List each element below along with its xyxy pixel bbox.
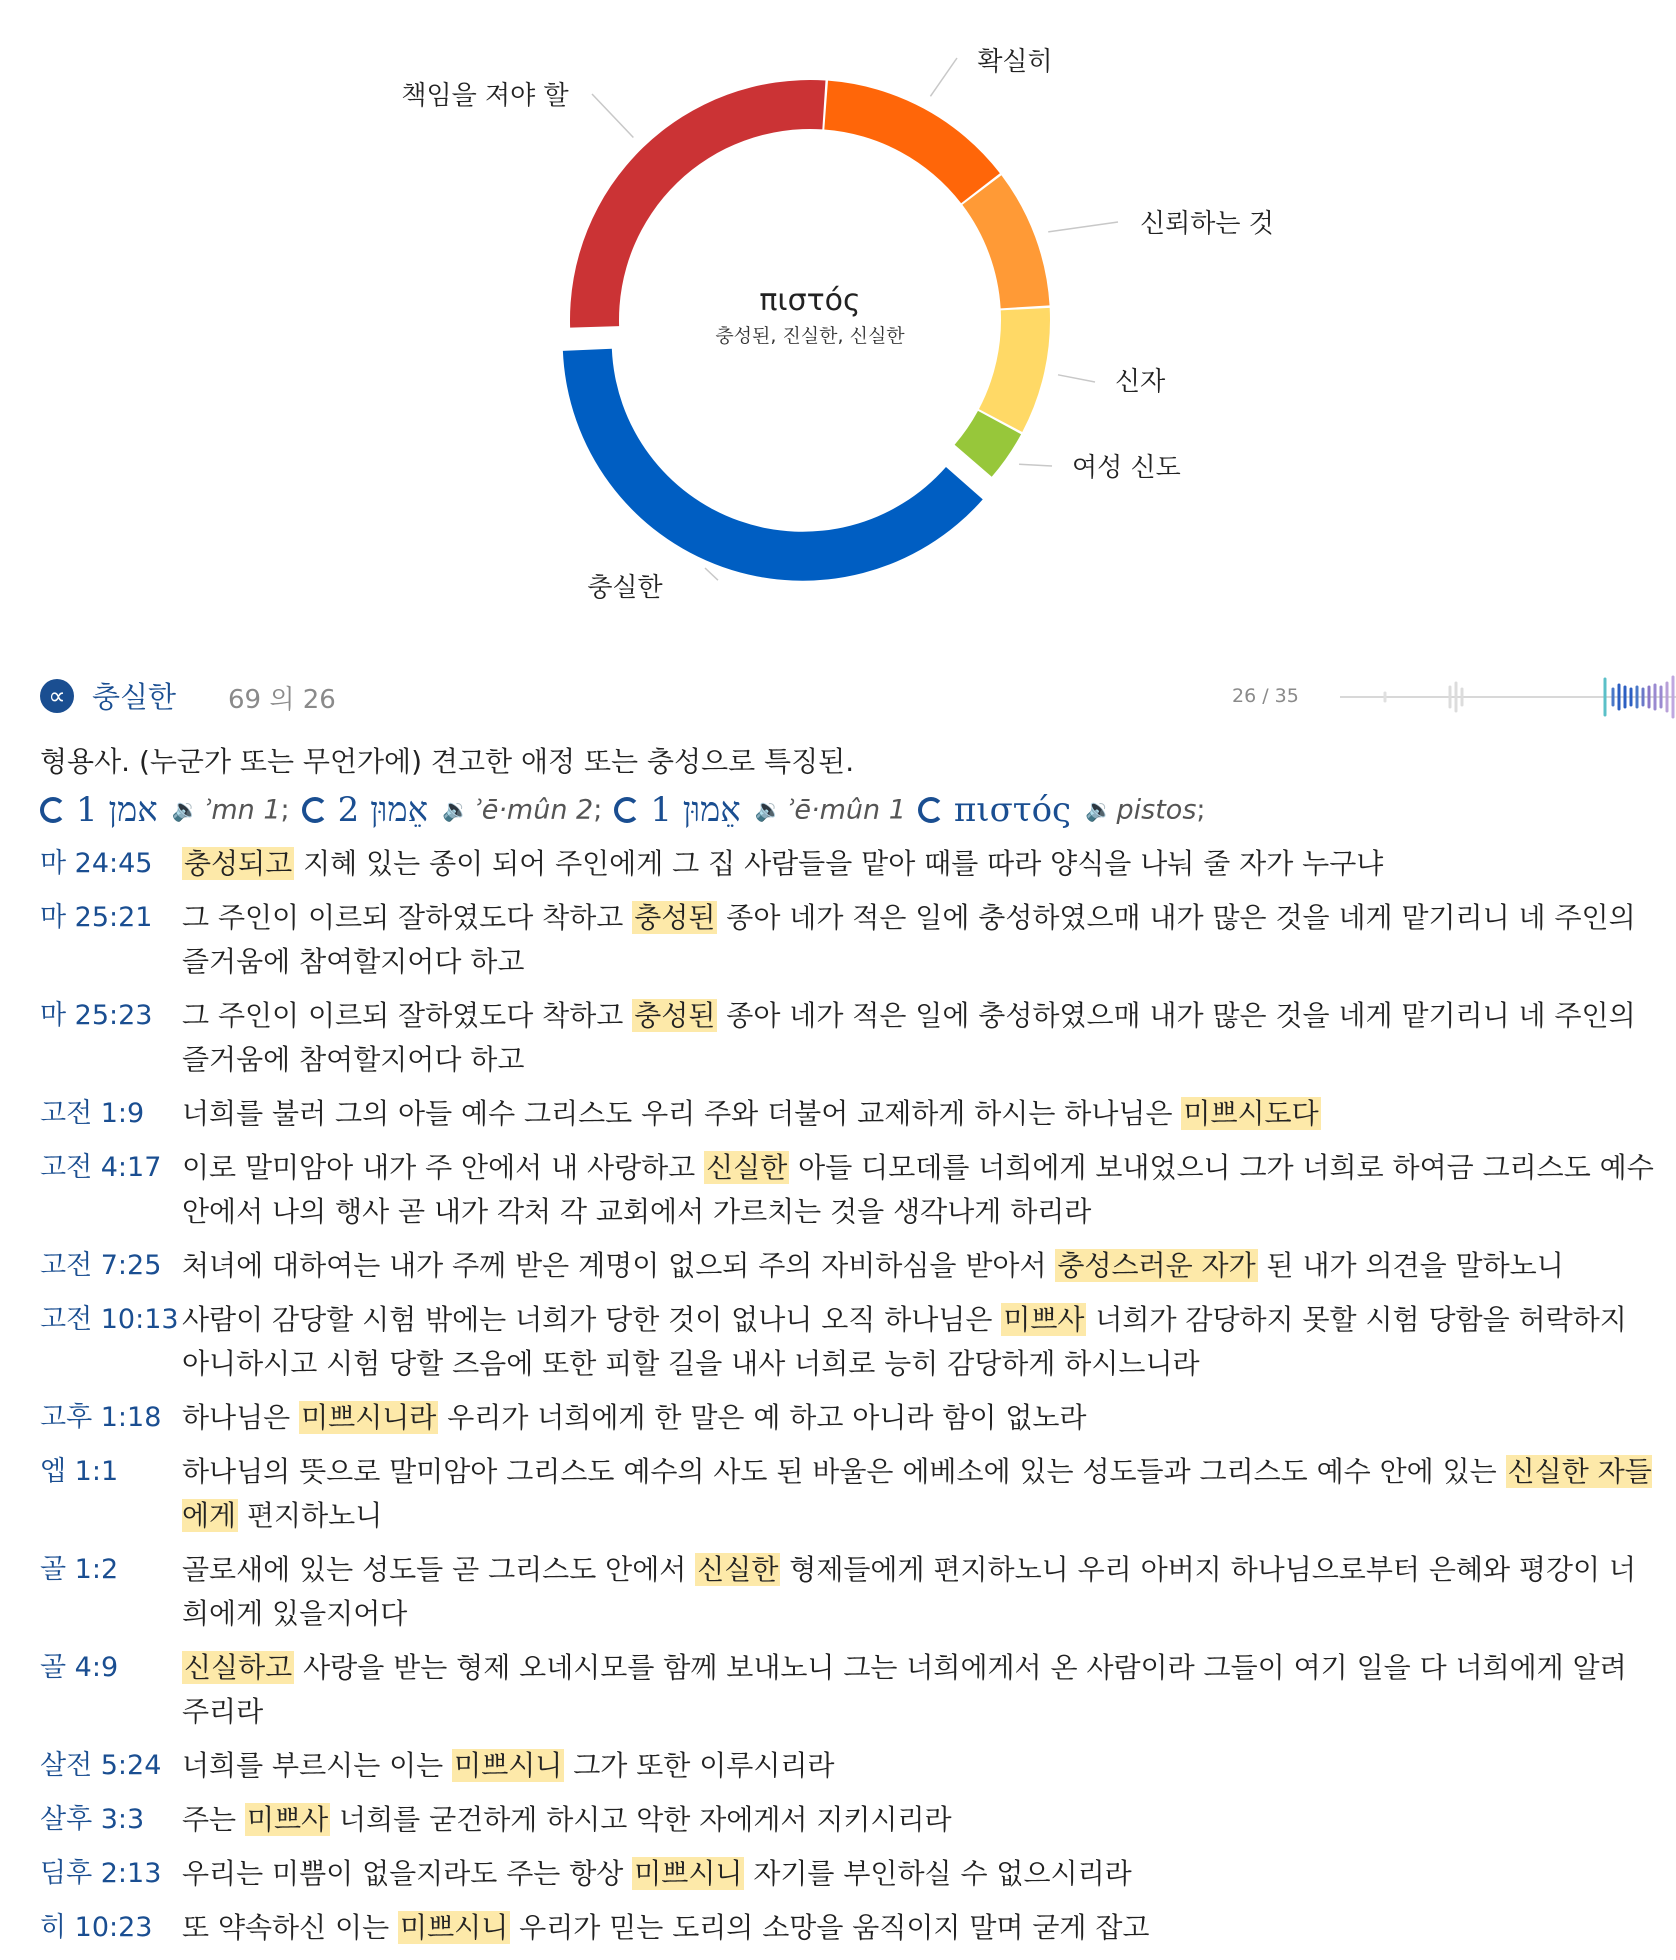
verse-reference-link[interactable]: 골 1:2 (40, 1554, 119, 1585)
verse-reference-link[interactable]: 엡 1:1 (40, 1456, 119, 1487)
verse-text-after: 종아 네가 적은 일에 충성하였으매 내가 많은 것을 네게 맡기리니 네 주인의 즐거움에 참여할지어다 하고 (182, 999, 1636, 1076)
slice-label-4[interactable]: 충실한 (587, 573, 663, 603)
lemma-refresh-icon[interactable] (40, 797, 66, 823)
verse-text-before: 처녀에 대하여는 내가 주께 받은 계명이 없으되 주의 자비하심을 받아서 (182, 1249, 1056, 1282)
lemma-transliteration: ʾē·mûn 2 (473, 794, 594, 826)
lemma-refresh-icon[interactable] (614, 797, 640, 823)
verse-row (40, 1744, 1660, 1788)
verse-highlight: 미쁘시도다 (1183, 1097, 1319, 1130)
lemma-transliteration: pistos (1116, 794, 1197, 826)
verse-text (182, 1852, 1660, 1896)
verse-row (40, 1906, 1660, 1950)
lemma-refresh-icon[interactable] (302, 797, 328, 823)
verse-row (40, 1852, 1660, 1896)
lemma-word-link[interactable]: אֵמוּן 2 (337, 790, 429, 830)
speaker-icon[interactable]: 🔉 (171, 797, 200, 823)
verse-text-after: 우리가 너희에게 한 말은 예 하고 아니라 함이 없노라 (438, 1401, 1087, 1434)
sense-icon: ∝ (40, 679, 74, 713)
verse-text-after: 자기를 부인하실 수 없으시리라 (744, 1857, 1132, 1890)
lemma-separator: ; (593, 794, 603, 826)
verse-text-before: 너희를 부르시는 이는 (182, 1749, 453, 1782)
verse-row (40, 1146, 1660, 1234)
verse-text (182, 1646, 1660, 1734)
verse-row (40, 1244, 1660, 1288)
donut-slice-1[interactable] (962, 175, 1049, 308)
sense-pager-text: 26 / 35 (1232, 685, 1299, 707)
verse-text-after: 우리가 믿는 도리의 소망을 움직이지 말며 굳게 잡고 (510, 1911, 1150, 1944)
verse-text-before: 우리는 미쁨이 없을지라도 주는 항상 (182, 1857, 633, 1890)
leader-line-5 (592, 94, 633, 137)
donut-slice-0[interactable] (824, 81, 1000, 204)
verse-text-after: 편지하노니 (238, 1499, 383, 1532)
verse-list (40, 842, 1660, 1960)
verse-text-before: 또 약속하신 이는 (182, 1911, 399, 1944)
verse-text (182, 1396, 1660, 1440)
verse-text-after: 너희를 굳건하게 하시고 악한 자에게서 지키시리라 (330, 1803, 952, 1836)
lemma-list (40, 790, 1660, 838)
verse-text-before: 골로새에 있는 성도들 곧 그리스도 안에서 (182, 1553, 696, 1586)
verse-row (40, 994, 1660, 1082)
verse-row (40, 1798, 1660, 1842)
verse-text-before: 하나님은 (182, 1401, 300, 1434)
leader-line-1 (1048, 222, 1118, 232)
lemma-transliteration: ʾē·mûn 1 (786, 794, 906, 826)
verse-highlight: 미쁘사 (1003, 1303, 1085, 1336)
lemma-refresh-icon[interactable] (918, 797, 944, 823)
donut-slice-4[interactable] (563, 349, 983, 581)
verse-reference-link[interactable]: 고후 1:18 (40, 1402, 162, 1433)
verse-reference-link[interactable]: 고전 10:13 (40, 1304, 179, 1335)
lemma-item (918, 790, 1206, 830)
leader-line-0 (930, 58, 957, 96)
lemma-word-link[interactable]: אֵמוּן 1 (650, 790, 741, 830)
verse-reference-link[interactable]: 마 25:21 (40, 902, 153, 933)
lemma-separator: ; (1196, 794, 1206, 826)
slice-label-3[interactable]: 여성 신도 (1072, 453, 1181, 483)
sense-navigator-wave[interactable] (1340, 675, 1676, 719)
lemma-item (302, 790, 603, 830)
verse-highlight: 신실한 (697, 1553, 779, 1586)
verse-reference-link[interactable]: 고전 7:25 (40, 1250, 162, 1281)
verse-text-after: 지혜 있는 종이 되어 주인에게 그 집 사람들을 맡아 때를 따라 양식을 나눠 줄 자가 누구냐 (294, 847, 1384, 880)
verse-reference-link[interactable]: 고전 4:17 (40, 1152, 162, 1183)
verse-text-after: 종아 네가 적은 일에 충성하였으매 내가 많은 것을 네게 맡기리니 네 주인의 즐거움에 참여할지어다 하고 (182, 901, 1636, 978)
definition-text: 형용사. (누군가 또는 무언가에) 견고한 애정 또는 충성으로 특징된. (40, 745, 855, 778)
verse-text-before: 이로 말미암아 내가 주 안에서 내 사랑하고 (182, 1151, 705, 1184)
verse-text (182, 1298, 1660, 1386)
slice-label-2[interactable]: 신자 (1115, 367, 1166, 397)
verse-text-before: 너희를 불러 그의 아들 예수 그리스도 우리 주와 더불어 교제하게 하시는 하나님은 (182, 1097, 1182, 1130)
speaker-icon[interactable]: 🔉 (442, 797, 470, 823)
verse-highlight: 충성된 (634, 901, 716, 934)
lemma-transliteration: ʾmn 1 (203, 794, 281, 826)
verse-highlight: 미쁘사 (247, 1803, 329, 1836)
verse-text (182, 1798, 1660, 1842)
slice-label-5[interactable]: 책임을 져야 할 (401, 81, 569, 111)
verse-text (182, 1906, 1660, 1950)
verse-row (40, 1548, 1660, 1636)
verse-text (182, 1244, 1660, 1288)
center-subtitle: 충성된, 진실한, 신실한 (715, 325, 905, 347)
leader-line-3 (1019, 464, 1052, 466)
verse-row (40, 1298, 1660, 1386)
verse-highlight: 충성된 (634, 999, 716, 1032)
verse-row (40, 1396, 1660, 1440)
slice-label-0[interactable]: 확실히 (977, 47, 1053, 77)
verse-row (40, 1092, 1660, 1136)
verse-highlight: 충성스러운 자가 (1057, 1249, 1256, 1282)
verse-row (40, 1646, 1660, 1734)
verse-highlight: 미쁘시니라 (301, 1401, 437, 1434)
verse-text-before: 주는 (182, 1803, 245, 1836)
verse-reference-link[interactable]: 살후 3:3 (40, 1804, 145, 1835)
verse-reference-link[interactable]: 살전 5:24 (40, 1750, 162, 1781)
verse-text (182, 896, 1660, 984)
verse-reference-link[interactable]: 히 10:23 (40, 1912, 153, 1943)
verse-reference-link[interactable]: 마 25:23 (40, 1000, 153, 1031)
leader-line-2 (1058, 375, 1095, 382)
verse-row (40, 842, 1660, 886)
lemma-word-link[interactable]: אמן 1 (76, 790, 158, 830)
center-title: πιστός (759, 283, 861, 318)
verse-reference-link[interactable]: 딤후 2:13 (40, 1858, 162, 1889)
verse-text (182, 842, 1660, 886)
speaker-icon[interactable]: 🔉 (1085, 797, 1113, 823)
verse-text (182, 1092, 1660, 1136)
leader-line-4 (705, 568, 718, 580)
verse-highlight: 신실한 (706, 1151, 788, 1184)
verse-row (40, 1450, 1660, 1538)
verse-row (40, 896, 1660, 984)
verse-text (182, 994, 1660, 1082)
verse-highlight: 신실하고 (184, 1651, 293, 1684)
verse-reference-link[interactable]: 고전 1:9 (40, 1098, 145, 1129)
verse-highlight: 미쁘시니 (400, 1911, 509, 1944)
sense-title-link[interactable]: 충실한 (92, 680, 177, 714)
speaker-icon[interactable]: 🔉 (754, 797, 783, 823)
verse-reference-link[interactable]: 골 4:9 (40, 1652, 119, 1683)
verse-text-after: 아들 디모데를 너희에게 보내었으니 그가 너희로 하여금 그리스도 예수 안에서 나의 행사 곧 내가 각처 각 교회에서 가르치는 것을 생각나게 하리라 (182, 1151, 1654, 1228)
verse-text-after: 형제들에게 편지하노니 우리 아버지 하나님으로부터 은혜와 평강이 너희에게 있을지어다 (182, 1553, 1636, 1630)
lemma-word-link[interactable]: πιστός (953, 790, 1072, 830)
verse-text-before: 그 주인이 이르되 잘하였도다 착하고 (182, 999, 633, 1032)
sense-header (40, 675, 1660, 725)
verse-text-after: 너희가 감당하지 못할 시험 당함을 허락하지 아니하시고 시험 당할 즈음에 또한 피할 길을 내사 너희로 능히 감당하게 하시느니라 (182, 1303, 1627, 1380)
verse-text (182, 1548, 1660, 1636)
verse-text (182, 1744, 1660, 1788)
donut-slice-2[interactable] (979, 308, 1050, 432)
lemma-item (614, 790, 906, 830)
lemma-item (40, 790, 290, 830)
verse-text (182, 1450, 1660, 1538)
sense-count: 69 의 26 (228, 685, 336, 715)
verse-reference-link[interactable]: 마 24:45 (40, 848, 153, 879)
verse-highlight: 충성되고 (184, 847, 293, 880)
sense-donut-chart (0, 0, 1676, 640)
slice-label-1[interactable]: 신뢰하는 것 (1140, 209, 1274, 239)
verse-text-after: 사랑을 받는 형제 오네시모를 함께 보내노니 그는 너희에게서 온 사람이라 그들이 여기 일을 다 너희에게 알려 주리라 (182, 1651, 1627, 1728)
verse-text-before: 하나님의 뜻으로 말미암아 그리스도 예수의 사도 된 바울은 에베소에 있는 성도들과 그리스도 예수 안에 있는 (182, 1455, 1506, 1488)
verse-text (182, 1146, 1660, 1234)
verse-highlight: 신실한 자들에게 (182, 1455, 1652, 1532)
verse-highlight: 미쁘시니 (454, 1749, 563, 1782)
verse-text-before: 그 주인이 이르되 잘하였도다 착하고 (182, 901, 633, 934)
lemma-separator: ; (280, 794, 290, 826)
verse-text-after: 그가 또한 이루시리라 (564, 1749, 835, 1782)
verse-text-after: 된 내가 의견을 말하노니 (1257, 1249, 1564, 1282)
verse-text-before: 사람이 감당할 시험 밖에는 너희가 당한 것이 없나니 오직 하나님은 (182, 1303, 1002, 1336)
verse-highlight: 미쁘시니 (634, 1857, 743, 1890)
